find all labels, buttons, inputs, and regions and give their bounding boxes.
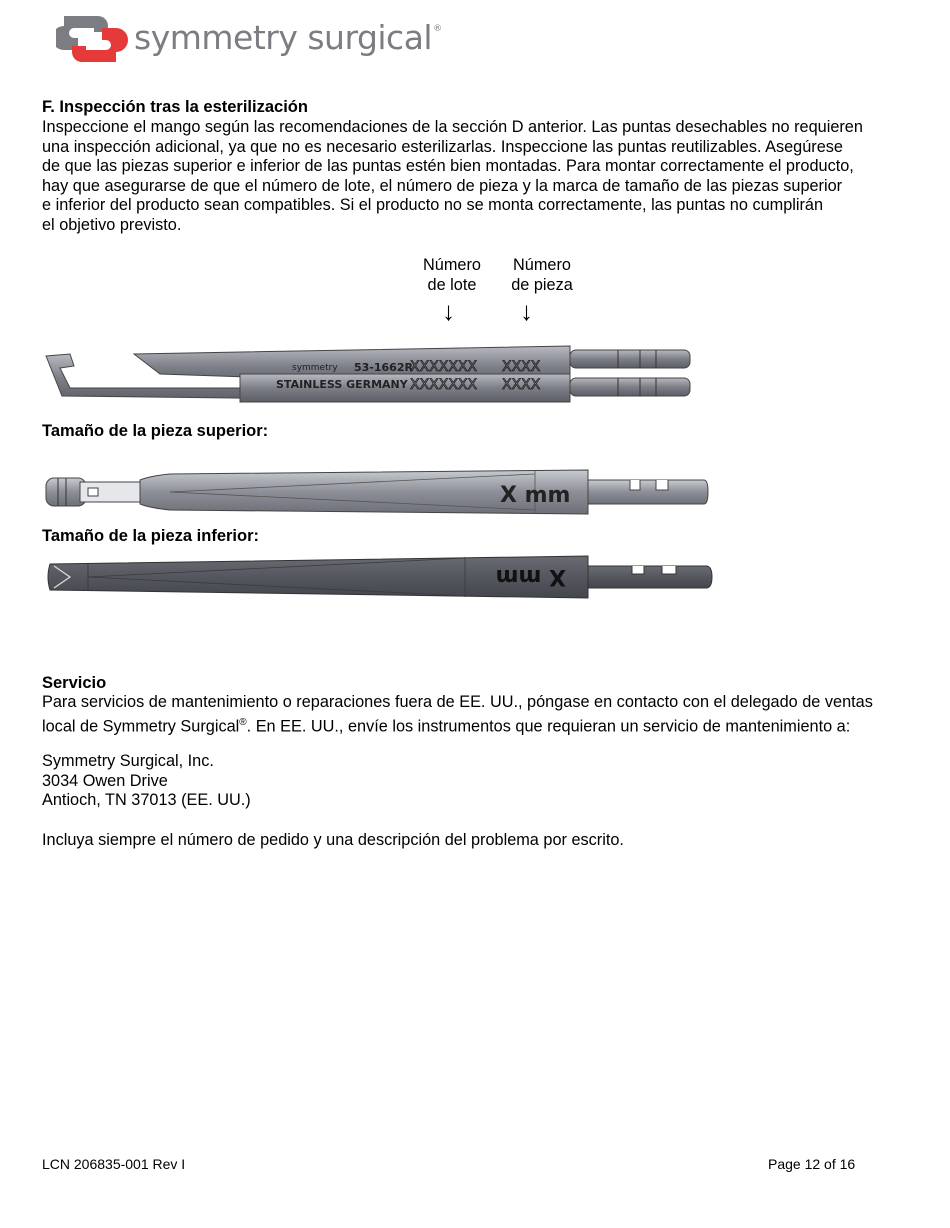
footer-page-number: Page 12 of 16 <box>768 1156 856 1172</box>
assembled-tip-image <box>40 340 700 410</box>
lower-piece-image <box>40 552 720 602</box>
part-placeholder-top: XXXX <box>502 359 541 375</box>
service-note: Incluya siempre el número de pedido y una descripción del problema por escrito. <box>42 831 624 849</box>
paragraph-line: local de Symmetry Surgical®. En EE. UU., envíe los instrumentos que requieran un servicio de mantenimiento a: <box>42 716 851 736</box>
address-line: 3034 Owen Drive <box>42 771 168 790</box>
inspection-title: F. Inspección tras la esterilización <box>42 98 308 116</box>
address-line: Symmetry Surgical, Inc. <box>42 752 214 770</box>
paragraph-line: una inspección adicional, ya que no es necesario esterilizarlas. Inspeccione las puntas reutilizables. Asegúrese <box>42 137 843 156</box>
paragraph-line: el objetivo previsto. <box>42 215 182 234</box>
arrow-down-icon: ↓ <box>442 296 455 326</box>
logo-wordmark: symmetry surgical® <box>134 18 442 57</box>
service-title: Servicio <box>42 674 107 692</box>
paragraph-line: e inferior del producto sean compatibles. Si el producto no se monta correctamente, las puntas no cumplirán <box>42 196 824 215</box>
upper-size-title: Tamaño de la pieza superior: <box>42 422 269 440</box>
address-line: Antioch, TN 37013 (EE. UU.) <box>42 791 251 810</box>
paragraph-line: de que las piezas superior e inferior de las puntas estén bien montadas. Para montar correctamente el producto, <box>42 157 854 176</box>
upper-piece-image <box>40 466 720 518</box>
lower-size-title: Tamaño de la pieza inferior: <box>42 527 259 545</box>
part-number-callout: Número de pieza <box>511 256 573 294</box>
lower-size-mark: X mm <box>495 564 566 589</box>
tip-origin-engraving: STAINLESS GERMANY <box>276 378 408 391</box>
inspection-paragraph <box>42 118 922 236</box>
service-paragraph <box>42 693 922 737</box>
lot-placeholder-bottom: XXXXXXX <box>410 377 478 393</box>
paragraph-line: hay que asegurarse de que el número de lote, el número de pieza y la marca de tamaño de las piezas superior <box>42 176 843 195</box>
footer-document-id: LCN 206835-001 Rev I <box>42 1156 186 1172</box>
arrow-down-icon: ↓ <box>520 296 533 326</box>
company-logo <box>56 10 442 70</box>
logo-mark-icon <box>56 10 128 68</box>
lot-placeholder-top: XXXXXXX <box>410 359 478 375</box>
tip-logo-engraving: symmetry <box>292 363 338 373</box>
lot-number-callout: Número de lote <box>423 256 481 294</box>
part-placeholder-bottom: XXXX <box>502 377 541 393</box>
paragraph-line: Para servicios de mantenimiento o reparaciones fuera de EE. UU., póngase en contacto con el delegado de ventas <box>42 693 873 711</box>
upper-size-mark: X mm <box>500 483 571 508</box>
tip-part-engraving: 53-1662R <box>354 361 413 374</box>
service-address <box>42 752 922 811</box>
paragraph-line: Inspeccione el mango según las recomendaciones de la sección D anterior. Las puntas desechables no requieren <box>42 118 863 136</box>
